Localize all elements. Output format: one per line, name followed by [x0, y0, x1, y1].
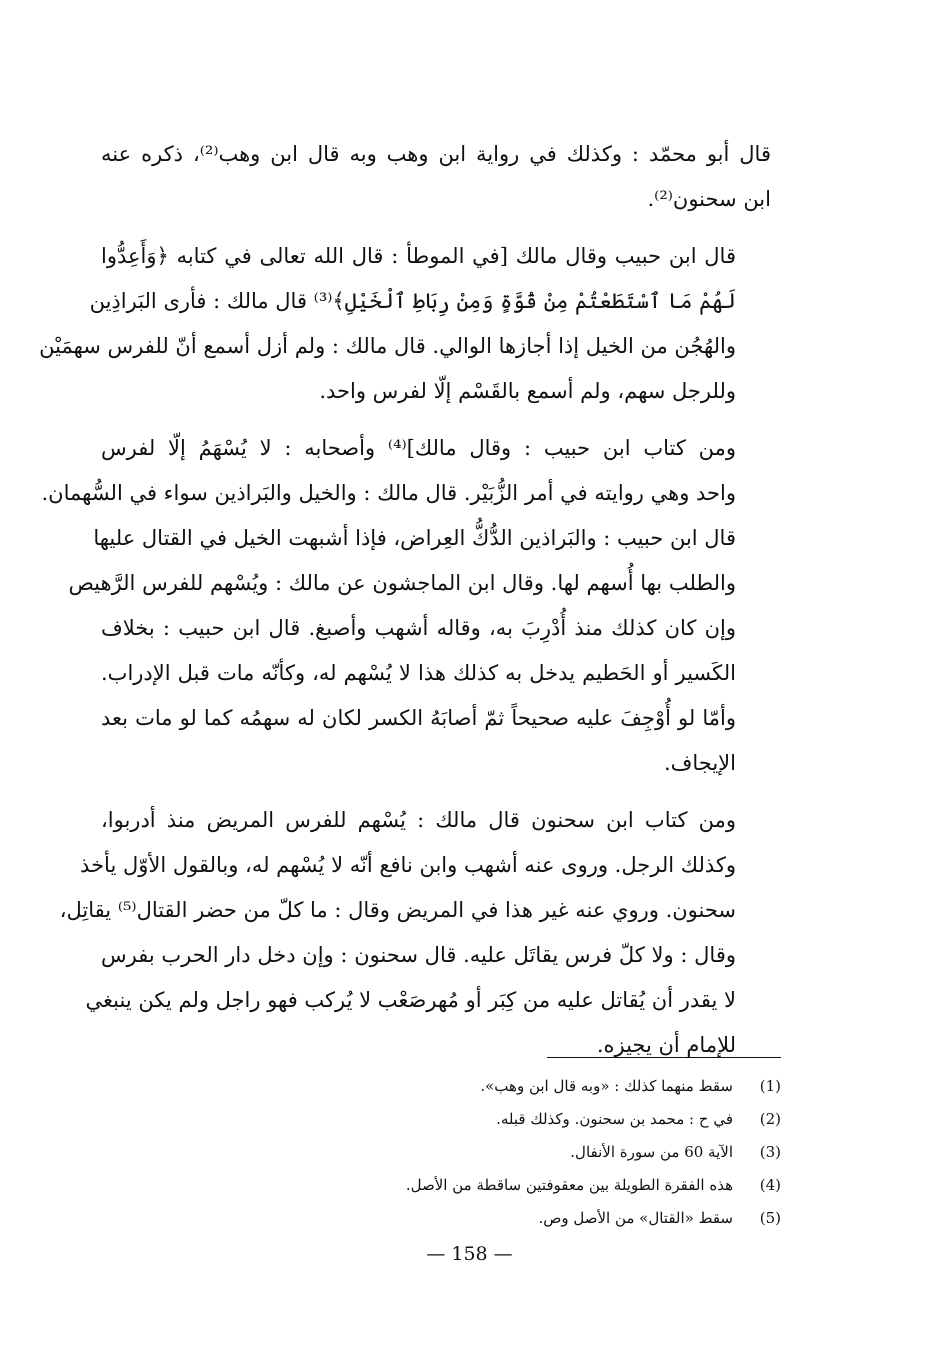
text-line: سحنون. وروي عنه غير هذا في المريض وقال : ما كلّ من حضر القتال⁽⁵⁾ يقاتِل،	[59, 898, 736, 922]
text-line: الإيجاف.	[663, 751, 736, 775]
text-line: وقال : ولا كلّ فرس يقاتَل عليه. قال سحنون : وإن دخل دار الحرب بفرس	[101, 943, 736, 967]
footnote-text: في ح : محمد بن سحنون. وكذلك قبله.	[496, 1110, 733, 1128]
footnotes-section	[261, 1070, 781, 1235]
text-line: وإن كان كذلك منذ أُدْرِبَ به، وقاله أشهب وأصبغ. قال ابن حبيب : بخلاف	[101, 616, 736, 640]
footnote-text: سقط منهما كذلك : «وبه قال ابن وهب».	[480, 1077, 733, 1095]
footnote-number: (3)	[759, 1143, 781, 1161]
paragraph-2	[39, 234, 781, 414]
text-line: قال أبو محمّد : وكذلك في رواية ابن وهب وبه قال ابن وهب⁽²⁾، ذكره عنه	[101, 142, 771, 166]
footnote-item	[261, 1103, 781, 1136]
text-line: قال ابن حبيب وقال مالك [في الموطأ : قال الله تعالى في كتابه ﴿وَأَعِدُّوا	[101, 244, 736, 268]
text-line: وأمّا لو أُوْجِفَ عليه صحيحاً ثمّ أصابَهُ الكسر لكان له سهمُه كما لو مات بعد	[101, 706, 736, 730]
text-line: للإمام أن يجيزه.	[596, 1033, 736, 1057]
footnote-item	[261, 1136, 781, 1169]
paragraph-1	[101, 132, 781, 222]
text-line: والهُجُن من الخيل إذا أجازها الوالي. قال مالك : ولم أزل أسمع أنّ للفرس سهمَيْن	[39, 334, 736, 358]
footnote-number: (1)	[759, 1077, 781, 1095]
text-line: ابن سحنون⁽²⁾.	[647, 187, 771, 211]
footnote-divider	[547, 1057, 781, 1058]
text-line: الكَسير أو الحَطيم يدخل به كذلك هذا لا يُسْهم له، وكأنّه مات قبل الإدراب.	[101, 661, 736, 685]
text-line: وللرجل سهم، ولم أسمع بالقَسْم إلّا لفرس واحد.	[319, 379, 736, 403]
footnote-number: (5)	[759, 1209, 781, 1227]
text-line: لَهُمْ مَا ٱسْتَطَعْتُمْ مِنْ قُوَّةٍ وَمِنْ رِبَاطِ ٱلْخَيْلِ﴾⁽³⁾ قال مالك : فأرى البَراذِين	[89, 289, 736, 313]
footnote-item	[261, 1202, 781, 1235]
footnote-item	[261, 1070, 781, 1103]
page-number: — 158 —	[426, 1243, 513, 1265]
text-line: والطلب بها أُسهم لها. وقال ابن الماجشون عن مالك : ويُسْهم للفرس الرَّهيص	[68, 571, 736, 595]
footnote-text: الآية 60 من سورة الأنفال.	[570, 1143, 733, 1161]
footnote-item	[261, 1169, 781, 1202]
text-line: واحد وهي روايته في أمر الزُّبَيْر. قال مالك : والخيل والبَراذين سواء في السُّهمان.	[41, 481, 736, 505]
paragraph-3	[41, 426, 781, 786]
text-line: لا يقدر أن يُقاتل عليه من كِبَر أو مُهرصَعْب لا يُركب فهو راجل ولم يكن ينبغي	[85, 988, 736, 1012]
text-line: وكذلك الرجل. وروى عنه أشهب وابن نافع أنّه لا يُسْهم له، وبالقول الأوّل يأخذ	[80, 853, 736, 877]
footnote-number: (2)	[759, 1110, 781, 1128]
main-text	[39, 132, 781, 1080]
footnote-text: سقط «القتال» من الأصل وص.	[538, 1209, 733, 1227]
footnote-text: هذه الفقرة الطويلة بين معقوفتين ساقطة من الأصل.	[405, 1176, 733, 1194]
footnote-number: (4)	[759, 1176, 781, 1194]
text-line: قال ابن حبيب : والبَراذين الدُّكُّ العِراض، فإذا أشبهت الخيل في القتال عليها	[93, 526, 736, 550]
text-line: ومن كتاب ابن سحنون قال مالك : يُسْهم للفرس المريض منذ أدربوا،	[101, 808, 736, 832]
text-line: ومن كتاب ابن حبيب : وقال مالك]⁽⁴⁾ وأصحابه : لا يُسْهَمُ إلّا لفرس	[101, 436, 736, 460]
paragraph-4	[59, 798, 781, 1068]
